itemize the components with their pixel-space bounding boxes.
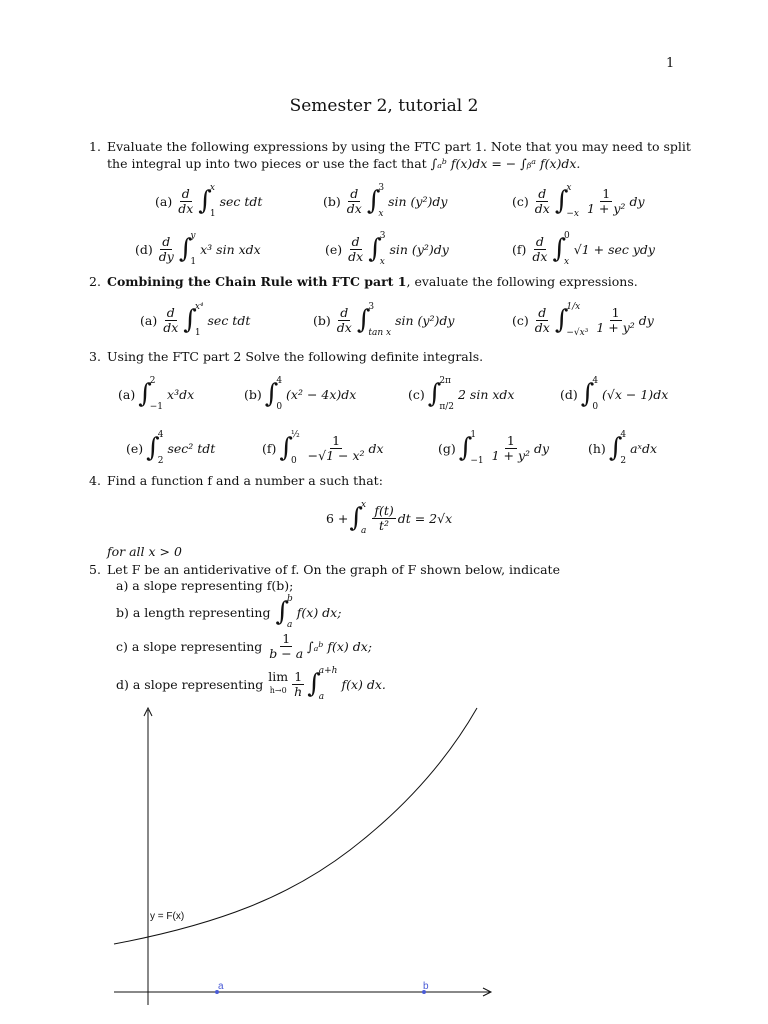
integral-sign: ∫ 4 2 — [146, 430, 164, 466]
q1-item-d: (d) $\frac{d}{dy}$ ∫ y 1 x³ sin xdx — [135, 231, 261, 267]
integral-sign: ∫ 4 0 — [264, 376, 283, 412]
q3-item-b: (b) ∫ 4 0 (x² − 4x)dx — [244, 376, 357, 412]
q5-part-a: a) a slope representing f(b); — [116, 578, 294, 593]
q3-item-g: (g) ∫ 1 −1 $\frac{1}{\text{1 + y²}}$ dy — [438, 430, 550, 466]
page-title: Semester 2, tutorial 2 — [289, 96, 479, 116]
question-text: , evaluate the following expressions. — [406, 274, 638, 289]
integral-sign: ∫ x a — [349, 500, 367, 536]
question-number: 1. — [89, 139, 101, 154]
integral-sign: ∫ x 1 — [198, 183, 216, 219]
integral-sign: ∫ 1/x −√x³ — [554, 302, 589, 338]
q3-item-e: (e) ∫ 4 2 sec² tdt — [126, 430, 216, 466]
integral-sign: ∫ 3 tan x — [356, 302, 392, 338]
integral-sign: ∫ 2π π/2 — [427, 376, 454, 412]
graph-of-F — [100, 700, 500, 1010]
point-a-label: a — [218, 981, 224, 992]
q3-items — [0, 376, 768, 476]
integral-sign: ∫ 3 x — [368, 231, 386, 267]
integral-sign: ∫ b a — [275, 594, 293, 630]
q5-part-d: d) a slope representing lim h→0 $\frac{1}{h}$ ∫ a+h a f(x) dx. — [116, 666, 386, 702]
q3-item-a: (a) ∫ 2 −1 x³dx — [118, 376, 195, 412]
integral-sign: ∫ 2 −1 — [138, 376, 164, 412]
question-text: Using the FTC part 2 Solve the following definite integrals. — [107, 349, 484, 364]
q1-items — [0, 183, 768, 283]
question-text: Let F be an antiderivative of f. On the graph of F shown below, indicate — [107, 562, 560, 577]
q4-equation: 6 + ∫ x a $\frac{f(t)}{\text{t²}}$ dt = 2√x — [326, 500, 453, 536]
q1-item-f: (f) $\frac{d}{dx}$ ∫ 0 x √1 + sec ydy — [512, 231, 655, 267]
integral-sign: ∫ x⁴ 1 — [183, 302, 204, 338]
question-number: 3. — [89, 349, 101, 364]
integral-sign: ∫ 1 −1 — [458, 430, 484, 466]
split-formula: ∫ₐᵇ f(x)dx = − ∫ᵦᵃ f(x)dx. — [430, 156, 581, 171]
q2-items — [0, 302, 768, 352]
q2-item-a: (a) $\frac{d}{dx}$ ∫ x⁴ 1 sec tdt — [140, 302, 251, 338]
integral-sign: ∫ a+h a — [307, 666, 338, 702]
q1-item-c: (c) $\frac{d}{dx}$ ∫ x −x $\frac{1}{\text{1 + y²}}$ dy — [512, 183, 645, 219]
question-number: 2. — [89, 274, 101, 289]
curve-label: y = F(x) — [150, 911, 185, 922]
q5-part-b: b) a length representing ∫ b a f(x) dx; — [116, 594, 342, 630]
q1-item-e: (e) $\frac{d}{dx}$ ∫ 3 x sin (y²)dy — [325, 231, 449, 267]
q3-item-h: (h) ∫ 4 2 aˣdx — [588, 430, 658, 466]
integral-sign: ∫ ½ 0 — [279, 430, 300, 466]
question-text: Evaluate the following expressions by using the FTC part 1. Note that you may need to split — [107, 139, 691, 154]
question-number: 4. — [89, 473, 101, 488]
integral-sign: ∫ 3 x — [366, 183, 385, 219]
question-text-line2: the integral up into two pieces or use the fact that — [107, 156, 427, 171]
q2-item-c: (c) $\frac{d}{dx}$ ∫ 1/x −√x³ $\frac{1}{\text{1 + y²}}$ dy — [512, 302, 654, 338]
integral-sign: ∫ y 1 — [178, 231, 197, 267]
q4-condition: for all x > 0 — [107, 544, 182, 559]
q5-part-c: c) a slope representing $\frac{1}{b - a}$ ∫ₐᵇ f(x) dx; — [116, 631, 372, 661]
curve-F — [114, 708, 477, 944]
q3-item-c: (c) ∫ 2π π/2 2 sin xdx — [408, 376, 515, 412]
integral-sign: ∫ x −x — [554, 183, 579, 219]
q3-item-f: (f) ∫ ½ 0 $\frac{1}{\text{−√1 − x²}}$ dx — [262, 430, 384, 466]
integral-sign: ∫ 0 x — [552, 231, 570, 267]
question-text: Find a function f and a number a such that: — [107, 473, 383, 488]
question-bold-text: Combining the Chain Rule with FTC part 1 — [107, 274, 407, 289]
page-number: 1 — [666, 56, 675, 71]
q3-item-d: (d) ∫ 4 0 (√x − 1)dx — [560, 376, 669, 412]
integral-sign: ∫ 4 0 — [580, 376, 599, 412]
q1-item-b: (b) $\frac{d}{dx}$ ∫ 3 x sin (y²)dy — [323, 183, 448, 219]
q2-item-b: (b) $\frac{d}{dx}$ ∫ 3 tan x sin (y²)dy — [313, 302, 455, 338]
integral-sign: ∫ 4 2 — [608, 430, 627, 466]
q1-item-a: (a) $\frac{d}{dx}$ ∫ x 1 sec tdt — [155, 183, 263, 219]
question-number: 5. — [89, 562, 101, 577]
point-b-label: b — [423, 981, 429, 992]
